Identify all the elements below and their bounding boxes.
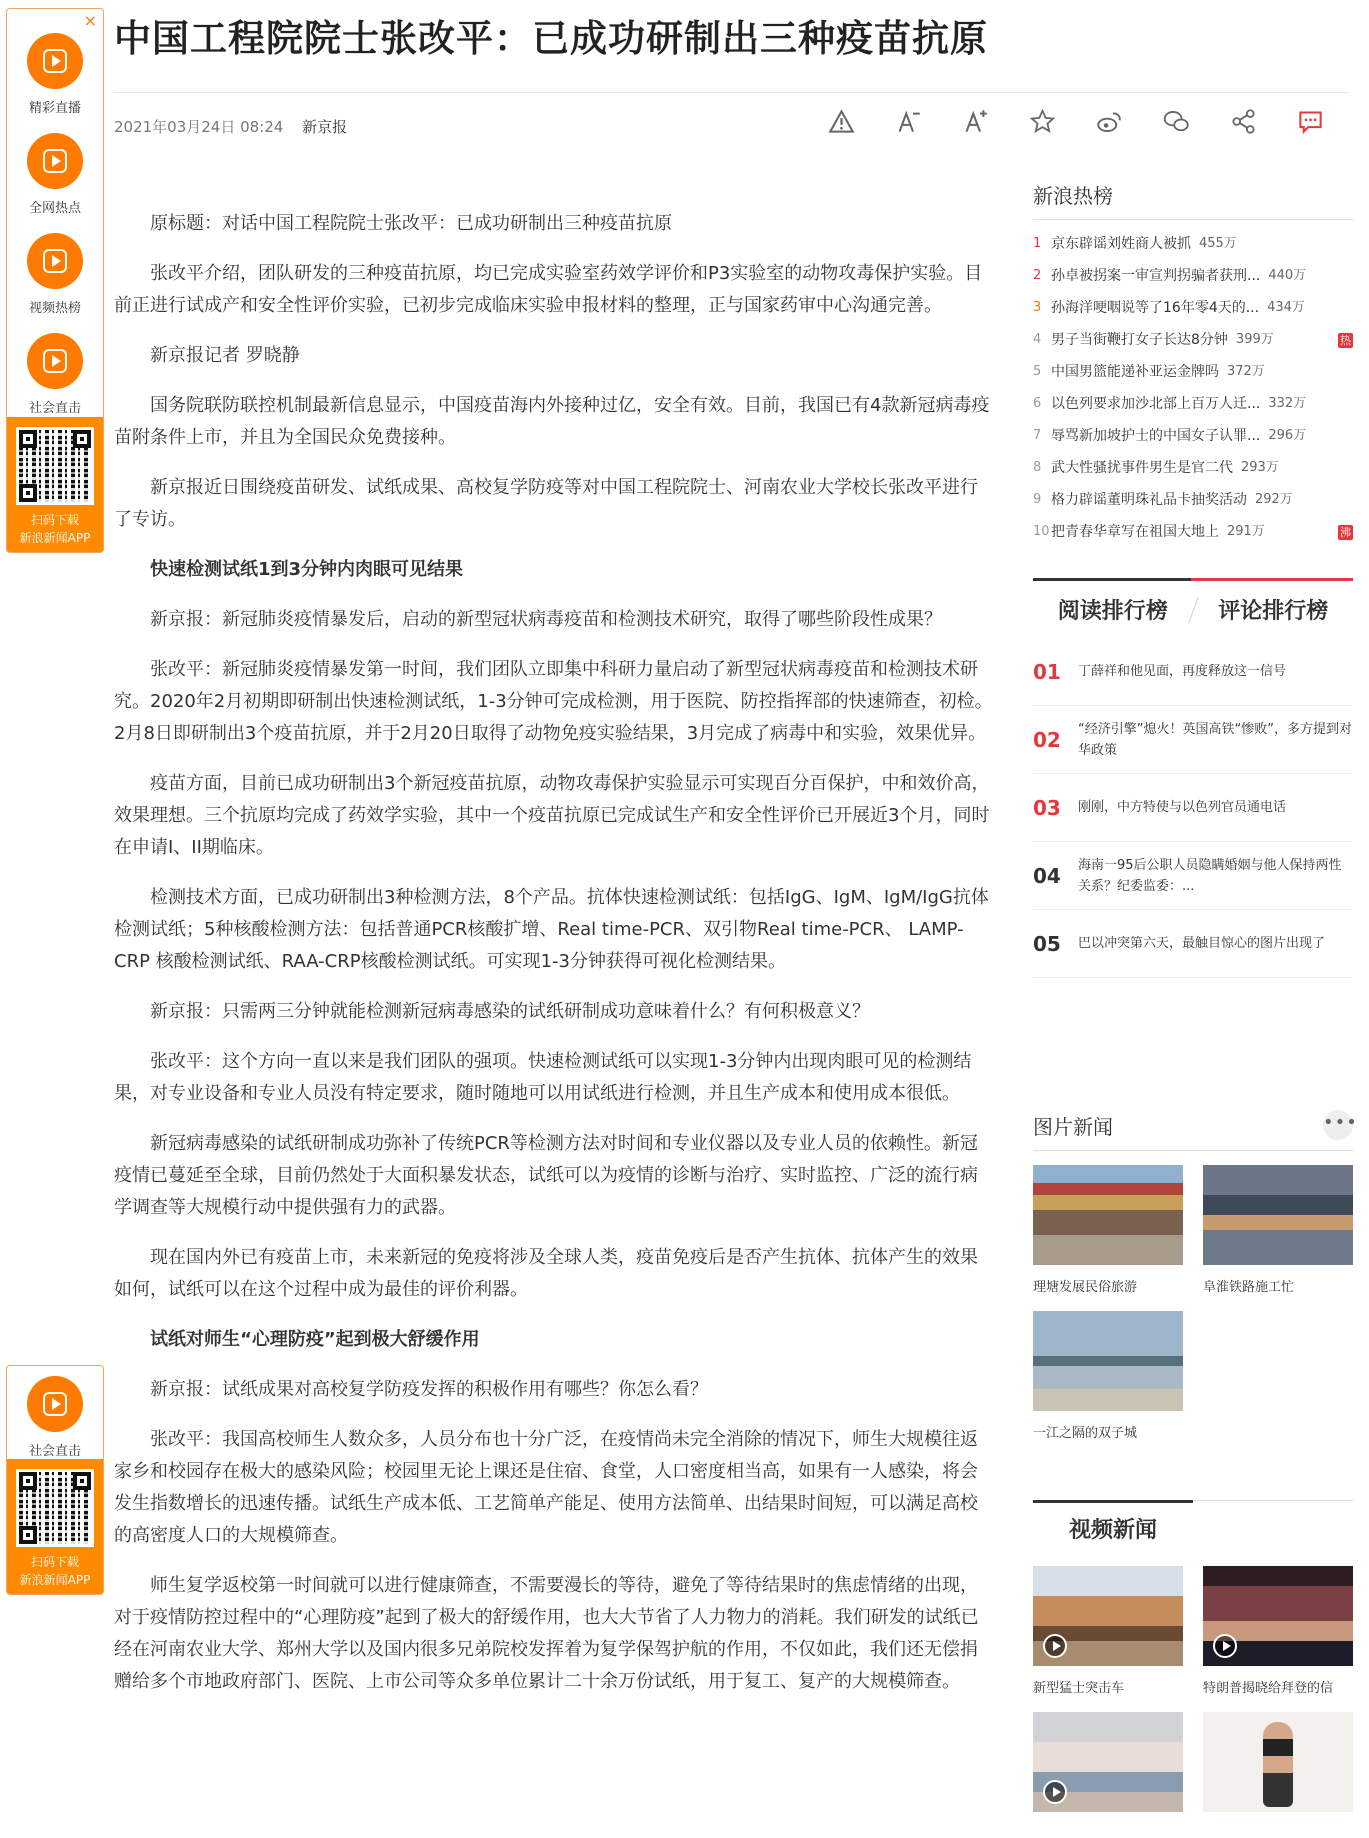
wechat-icon[interactable] bbox=[1163, 108, 1190, 135]
video-thumbnail bbox=[1033, 1566, 1183, 1666]
hot-item-count: 291万 bbox=[1227, 524, 1265, 539]
float-item-society[interactable] bbox=[7, 1366, 103, 1466]
rank-number: 01 bbox=[1033, 659, 1061, 684]
hot-item-count: 399万 bbox=[1235, 332, 1274, 347]
weibo-icon[interactable] bbox=[1096, 108, 1123, 135]
rank-item[interactable] bbox=[1033, 842, 1353, 910]
hot-item-title[interactable]: 格力辟谣董明珠礼品卡抽奖活动 bbox=[1051, 492, 1247, 508]
picture-caption: 阜淮铁路施工忙 bbox=[1203, 1280, 1295, 1295]
video-item[interactable] bbox=[1033, 1712, 1183, 1812]
more-icon[interactable]: ••• bbox=[1323, 1110, 1353, 1140]
video-thumbnail bbox=[1203, 1566, 1353, 1666]
sina-hot-list bbox=[1033, 180, 1353, 548]
hot-item-title[interactable]: 男子当街鞭打女子长达8分钟 bbox=[1051, 332, 1228, 348]
article-title: 中国工程院院士张改平：已成功研制出三种疫苗抗原 bbox=[114, 17, 988, 60]
news-photo bbox=[1203, 1165, 1353, 1265]
hot-item-title[interactable]: 孙海洋哽咽说等了16年零4天的... bbox=[1051, 300, 1260, 316]
hot-item-title[interactable]: 以色列要求加沙北部上百万人迁... bbox=[1051, 396, 1261, 412]
floating-app-bar-lower bbox=[6, 1365, 104, 1595]
article-paragraph: 疫苗方面，目前已成功研制出3个新冠疫苗抗原，动物攻毒保护实验显示可实现百分百保护，中和效价高，效果理想。三个抗原均完成了药效学实验，其中一个疫苗抗原已完成试生产和安全性评价已开展近3个月，同时在申请I、II期临床。 bbox=[114, 773, 990, 858]
qr-caption-line: 新浪新闻APP bbox=[19, 1573, 91, 1587]
picture-caption: 理塘发展民俗旅游 bbox=[1033, 1280, 1138, 1295]
float-item-label: 精彩直播 bbox=[28, 101, 81, 116]
play-icon bbox=[27, 1376, 83, 1432]
picture-news bbox=[1033, 1110, 1358, 1457]
publish-date: 2021年03月24日 08:24 bbox=[114, 118, 284, 136]
rank-number: 04 bbox=[1033, 863, 1061, 888]
video-news bbox=[1033, 1500, 1353, 1826]
article-body bbox=[114, 208, 994, 1716]
hot-item-title[interactable]: 京东辟谣刘姓商人被抓 bbox=[1051, 236, 1191, 252]
rank-title[interactable]: 巴以冲突第六天，最触目惊心的图片出现了 bbox=[1078, 936, 1326, 951]
article-paragraph: 张改平介绍，团队研发的三种疫苗抗原，均已完成实验室药效学评价和P3实验室的动物攻毒保护实验。目前正进行试成产和安全性评价实验，已初步完成临床实验申报材料的整理，正与国家药审中心沟通完善。 bbox=[114, 263, 983, 316]
qr-caption-line: 扫码下载 bbox=[30, 1555, 79, 1569]
article-paragraph: 国务院联防联控机制最新信息显示，中国疫苗海内外接种过亿，安全有效。目前，我国已有4款新冠病毒疫苗附条件上市，并且为全国民众免费接种。 bbox=[114, 395, 990, 448]
rank-number: 05 bbox=[1033, 931, 1061, 956]
article-paragraph: 新京报：试纸成果对高校复学防疫发挥的积极作用有哪些？你怎么看？ bbox=[150, 1379, 708, 1400]
play-icon[interactable] bbox=[1043, 1634, 1067, 1658]
article-paragraph: 新京报记者 罗晓静 bbox=[150, 345, 300, 366]
hot-item[interactable] bbox=[1033, 228, 1353, 260]
hot-item[interactable] bbox=[1033, 420, 1353, 452]
hot-item[interactable] bbox=[1033, 452, 1353, 484]
hot-rank-number: 6 bbox=[1033, 396, 1042, 411]
hot-rank-number: 7 bbox=[1033, 428, 1042, 443]
hot-item[interactable] bbox=[1033, 356, 1353, 388]
hot-item[interactable] bbox=[1033, 516, 1353, 548]
video-caption: 新型猛士突击车 bbox=[1033, 1681, 1125, 1696]
tab-comment-rank[interactable]: 评论排行榜 bbox=[1218, 599, 1329, 624]
video-thumbnail bbox=[1033, 1712, 1183, 1812]
float-item-hot[interactable] bbox=[7, 109, 103, 216]
play-icon[interactable] bbox=[1213, 1634, 1237, 1658]
close-icon[interactable]: × bbox=[83, 11, 97, 30]
hot-rank-number: 5 bbox=[1033, 364, 1042, 379]
divider bbox=[114, 92, 1349, 93]
share-icon[interactable] bbox=[1230, 108, 1257, 135]
float-item-label: 视频热榜 bbox=[28, 301, 81, 316]
comment-icon[interactable] bbox=[1297, 108, 1324, 135]
article-paragraph: 张改平：新冠肺炎疫情暴发第一时间，我们团队立即集中科研力量启动了新型冠状病毒疫苗和检测技术研究。2020年2月初期即研制出快速检测试纸，1-3分钟可完成检测，用于医院、防控指挥部的快速筛查，初检。2月8日即研制出3个疫苗抗原，并于2月20日取得了动物免疫实验结果，3月完成了病毒中和实验，效果优异。 bbox=[114, 659, 993, 744]
picture-grid bbox=[1033, 1165, 1353, 1457]
qr-code bbox=[16, 1469, 94, 1547]
hot-item-title[interactable]: 辱骂新加坡护士的中国女子认罪... bbox=[1051, 428, 1261, 444]
video-grid bbox=[1033, 1566, 1353, 1826]
hot-list bbox=[1033, 228, 1353, 548]
rank-item[interactable] bbox=[1033, 910, 1353, 978]
app-download-qr[interactable] bbox=[7, 417, 103, 552]
hot-rank-number: 10 bbox=[1033, 524, 1050, 539]
article-paragraph: 新冠病毒感染的试纸研制成功弥补了传统PCR等检测方法对时间和专业仪器以及专业人员的依赖性。新冠疫情已蔓延至全球，目前仍然处于大面积暴发状态，试纸可以为疫情的诊断与治疗、实时监控、广泛的流行病学调查等大规模行动中提供强有力的武器。 bbox=[114, 1133, 978, 1218]
star-icon[interactable] bbox=[1029, 108, 1056, 135]
qr-caption-line: 新浪新闻APP bbox=[19, 531, 91, 545]
picture-item[interactable] bbox=[1033, 1311, 1183, 1443]
hot-item-title[interactable]: 孙卓被拐案一审宣判拐骗者获刑... bbox=[1051, 268, 1261, 284]
float-item-label: 社会直击 bbox=[28, 401, 81, 416]
rank-title[interactable]: 海南一95后公职人员隐瞒婚姻与他人保持两性关系？纪委监委：... bbox=[1078, 857, 1342, 894]
font-decrease-icon[interactable] bbox=[895, 108, 922, 135]
rank-number: 02 bbox=[1033, 727, 1061, 752]
app-download-qr[interactable] bbox=[7, 1459, 103, 1594]
rank-number: 03 bbox=[1033, 795, 1061, 820]
play-icon bbox=[27, 233, 83, 289]
article-paragraph: 原标题：对话中国工程院院士张改平：已成功研制出三种疫苗抗原 bbox=[150, 213, 672, 234]
floating-app-bar bbox=[6, 8, 104, 553]
hot-item[interactable] bbox=[1033, 260, 1353, 292]
hot-item-count: 434万 bbox=[1267, 300, 1305, 315]
article-paragraph: 新京报：新冠肺炎疫情暴发后，启动的新型冠状病毒疫苗和检测技术研究，取得了哪些阶段性成果？ bbox=[150, 609, 942, 630]
float-item-video[interactable] bbox=[7, 209, 103, 316]
hot-rank-number: 4 bbox=[1033, 332, 1042, 347]
font-increase-icon[interactable] bbox=[962, 108, 989, 135]
float-item-label: 社会直击 bbox=[28, 1444, 81, 1459]
tab-read-rank[interactable]: 阅读排行榜 bbox=[1057, 599, 1168, 624]
article-paragraph: 新京报：只需两三分钟就能检测新冠病毒感染的试纸研制成功意味着什么？有何积极意义？ bbox=[150, 1001, 870, 1022]
float-item-label: 全网热点 bbox=[28, 201, 81, 216]
hot-item-count: 292万 bbox=[1255, 492, 1293, 507]
article-subheading: 试纸对师生“心理防疫”起到极大舒缓作用 bbox=[150, 1329, 480, 1350]
rank-title[interactable]: “经济引擎”熄火！英国高铁“惨败”，多方提到对华政策 bbox=[1078, 721, 1352, 758]
hot-item-count: 372万 bbox=[1227, 364, 1265, 379]
picture-caption: 一江之隔的双子城 bbox=[1033, 1426, 1138, 1441]
section-title: 视频新闻 bbox=[1033, 1500, 1193, 1556]
qr-caption bbox=[7, 1553, 103, 1589]
article-paragraph: 张改平：我国高校师生人数众多，人员分布也十分广泛，在疫情尚未完全消除的情况下，师生大规模往返家乡和校园存在极大的感染风险；校园里无论上课还是住宿、食堂，人口密度相当高，如果有一人感染，将会发生指数增长的迅速传播。试纸生产成本低、工艺简单产能足、使用方法简单、出结果时间短，可以满足高校的高密度人口的大规模筛查。 bbox=[114, 1429, 978, 1546]
hot-badge: 沸 bbox=[1340, 525, 1351, 539]
hot-item[interactable] bbox=[1033, 484, 1353, 516]
section-title: 图片新闻 bbox=[1033, 1114, 1113, 1139]
hot-rank-number: 8 bbox=[1033, 460, 1042, 475]
divider bbox=[1193, 1500, 1353, 1501]
picture-item[interactable] bbox=[1203, 1165, 1353, 1297]
ranking-list bbox=[1033, 638, 1353, 978]
play-icon bbox=[27, 33, 83, 89]
hot-item-title[interactable]: 把青春华章写在祖国大地上 bbox=[1051, 524, 1219, 540]
hot-item-count: 440万 bbox=[1268, 268, 1307, 283]
article-paragraph: 新京报近日围绕疫苗研发、试纸成果、高校复学防疫等对中国工程院院士、河南农业大学校长张改平进行了专访。 bbox=[114, 477, 978, 530]
qr-caption-line: 扫码下载 bbox=[30, 513, 79, 527]
hot-item-count: 332万 bbox=[1268, 396, 1307, 411]
article-meta bbox=[114, 116, 347, 137]
hot-item-title[interactable]: 武大性骚扰事件男生是官二代 bbox=[1051, 460, 1233, 476]
video-caption: 特朗普揭晓给拜登的信 bbox=[1203, 1681, 1334, 1696]
article-subheading: 快速检测试纸1到3分钟内肉眼可见结果 bbox=[150, 559, 464, 580]
rank-item[interactable] bbox=[1033, 774, 1353, 842]
qr-caption bbox=[7, 511, 103, 547]
rank-item[interactable] bbox=[1033, 638, 1353, 706]
hot-item-count: 293万 bbox=[1241, 460, 1279, 475]
rank-item[interactable] bbox=[1033, 706, 1353, 774]
qr-code bbox=[16, 427, 94, 505]
section-title: 新浪热榜 bbox=[1033, 180, 1353, 220]
hot-rank-number: 1 bbox=[1033, 236, 1042, 251]
article-paragraph: 检测技术方面，已成功研制出3种检测方法，8个产品。抗体快速检测试纸：包括IgG、IgM、IgM/IgG抗体检测试纸；5种核酸检测方法：包括普通PCR核酸扩增、Real time-PCR、双引物Real time-PCR、 LAMP-CRP 核酸检测试纸、RAA-CRP核酸检测试纸。可实现1-3分钟获得可视化检测结果。 bbox=[114, 887, 989, 972]
hot-rank-number: 2 bbox=[1033, 268, 1042, 283]
hot-rank-number: 9 bbox=[1033, 492, 1042, 507]
news-photo bbox=[1033, 1311, 1183, 1411]
rank-title[interactable]: 刚刚，中方特使与以色列官员通电话 bbox=[1078, 800, 1287, 815]
hot-rank-number: 3 bbox=[1033, 300, 1042, 315]
report-icon[interactable] bbox=[828, 108, 855, 135]
picture-news-header bbox=[1033, 1110, 1358, 1151]
article-toolbar bbox=[828, 108, 1324, 135]
play-icon bbox=[27, 133, 83, 189]
hot-item-title[interactable]: 中国男篮能递补亚运金牌吗 bbox=[1051, 364, 1219, 380]
article-source[interactable]: 新京报 bbox=[302, 118, 348, 136]
play-icon bbox=[27, 333, 83, 389]
play-icon[interactable] bbox=[1043, 1780, 1067, 1804]
ranking-panel bbox=[1033, 578, 1353, 978]
video-item[interactable] bbox=[1203, 1566, 1353, 1698]
hot-item[interactable] bbox=[1033, 324, 1353, 356]
hot-item-count: 455万 bbox=[1199, 236, 1237, 251]
hot-badge: 热 bbox=[1340, 333, 1351, 347]
hot-item-count: 296万 bbox=[1268, 428, 1307, 443]
video-thumbnail bbox=[1203, 1712, 1353, 1812]
article-paragraph: 张改平：这个方向一直以来是我们团队的强项。快速检测试纸可以实现1-3分钟内出现肉眼可见的检测结果，对专业设备和专业人员没有特定要求，随时随地可以用试纸进行检测，并且生产成本和使用成本很低。 bbox=[114, 1051, 972, 1104]
video-item[interactable] bbox=[1203, 1712, 1353, 1812]
picture-item[interactable] bbox=[1033, 1165, 1183, 1297]
ranking-tabs bbox=[1033, 578, 1353, 638]
video-item[interactable] bbox=[1033, 1566, 1183, 1698]
article-paragraph: 师生复学返校第一时间就可以进行健康筛查，不需要漫长的等待，避免了等待结果时的焦虑情绪的出现，对于疫情防控过程中的“心理防疫”起到了极大的舒缓作用，也大大节省了人力物力的消耗。我们研发的试纸已经在河南农业大学、郑州大学以及国内很多兄弟院校发挥着为复学保驾护航的作用，不仅如此，我们还无偿捐赠给多个市地政府部门、医院、上市公司等众多单位累计二十余万份试纸，用于复工、复产的大规模筛查。 bbox=[114, 1575, 979, 1692]
news-photo bbox=[1033, 1165, 1183, 1265]
article-paragraph: 现在国内外已有疫苗上市，未来新冠的免疫将涉及全球人类，疫苗免疫后是否产生抗体、抗体产生的效果如何，试纸可以在这个过程中成为最佳的评价利器。 bbox=[114, 1247, 978, 1300]
rank-title[interactable]: 丁薛祥和他见面，再度释放这一信号 bbox=[1078, 664, 1287, 679]
hot-item[interactable] bbox=[1033, 388, 1353, 420]
float-item-society[interactable] bbox=[7, 309, 103, 416]
hot-item[interactable] bbox=[1033, 292, 1353, 324]
